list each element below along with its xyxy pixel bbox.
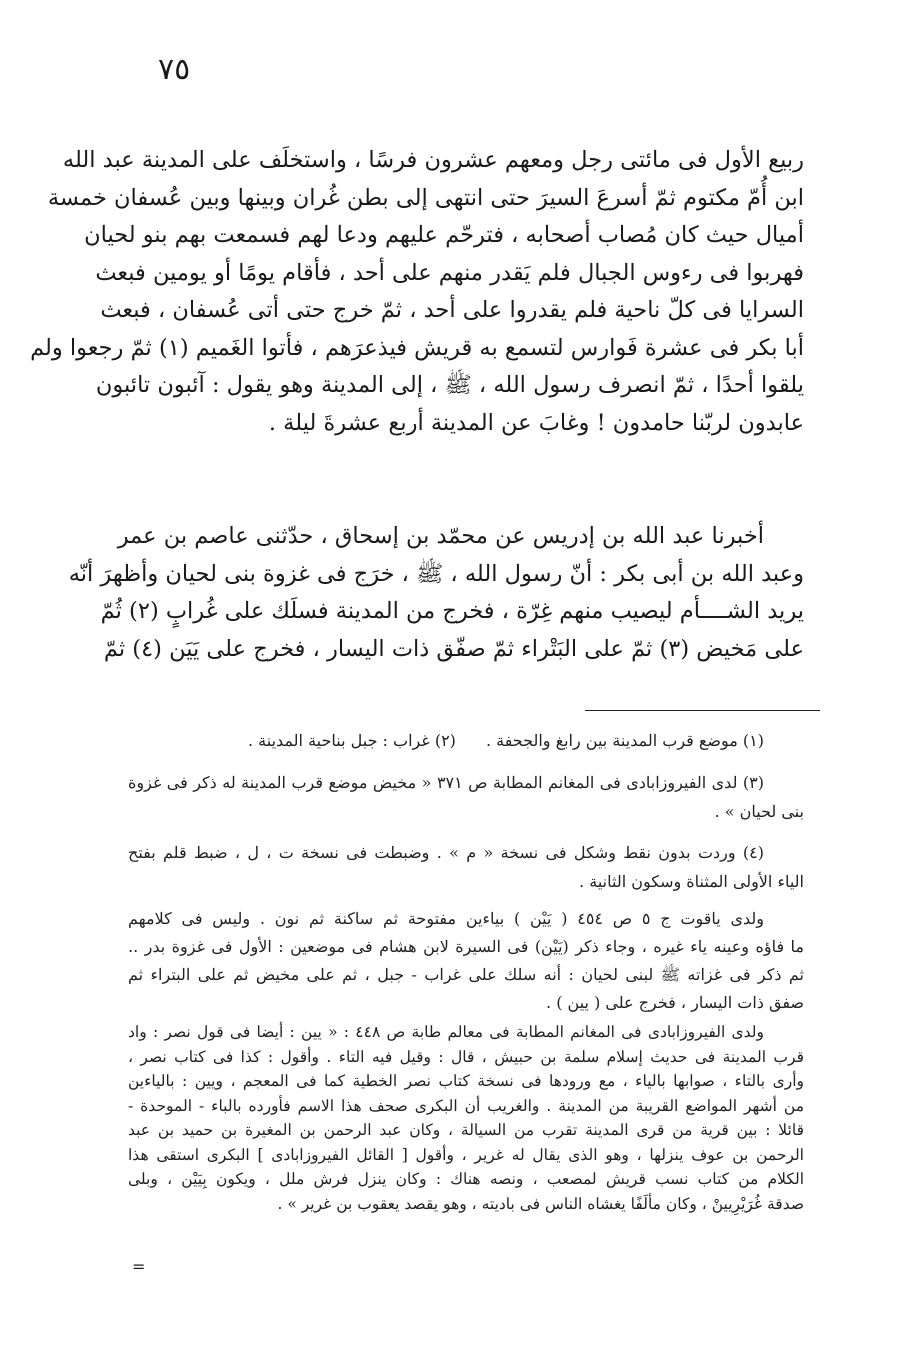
footnote-line: صفق ذات اليسار ، فخرج على ( يين ) . — [546, 993, 804, 1012]
main-paragraph-2 — [68, 518, 804, 668]
footnote-4-continuation-2 — [128, 1020, 804, 1216]
footnote-4-continuation — [128, 905, 804, 1017]
main-paragraph-1 — [30, 142, 804, 442]
footnote-3 — [128, 768, 804, 826]
footnote-line: وأرى بالتاء ، صوابها بالياء ، مع ورودها فى نسخة كتاب نصر الخطية كما فى المعجم ، ويين : بالياءين — [128, 1072, 804, 1090]
text-line: على مَخيض (٣) ثمّ على البَتْراء ثمّ صفّق ذات اليسار ، فخرج على يَيَن (٤) ثمّ — [103, 635, 804, 662]
text-line: يلقوا أحدًا ، ثمّ انصرف رسول الله ، ﷺ ، إلى المدينة وهو يقول : آئبون تائبون — [95, 372, 804, 398]
text-line: ابن أُمّ مكتوم ثمّ أسرعَ السيرَ حتى انتهى إلى بطن غُران وبينها وبين عُسفان خمسة — [47, 184, 804, 211]
footnote-line: (٤) وردت بدون نقط وشكل فى نسخة « م » . وضبطت فى نسخة ت ، ل ، ضبط قلم بفتح — [128, 843, 764, 862]
footnote-line: ما فاؤه وعينه ياء غيره ، وجاء ذكر (يَيْن) فى السيرة لابن هشام فى موضعين : الأول فى غزوة بدر .. — [128, 937, 804, 956]
footnote-line: بنى لحيان » . — [714, 802, 804, 821]
text-line: ربيع الأول فى مائتى رجل ومعهم عشرون فرسًا ، واستخلَف على المدينة عبد الله — [62, 147, 804, 173]
footnote-separator — [585, 710, 820, 711]
footnotes-1-2 — [128, 731, 804, 750]
footnote-line: الياء الأولى المثناة وسكون الثانية . — [579, 872, 804, 891]
footnote-line: قرب المدينة فى حديث إسلام سلمة بن حبيش ، قال : وقيل فيه التاء . وأقول : كذا فى كتاب نصر ، — [128, 1047, 804, 1066]
footnote-line: ولدى الفيروزابادى فى المغانم المطابة فى معالم طابة ص ٤٤٨ : « يين : أيضا فى قول نصر : واد — [128, 1023, 764, 1041]
footnote-line: قائلا : بين قرية من قرى المدينة تقرب من السيالة ، وكان عبد الرحمن بن المغيرة بن حميد بن عبد — [128, 1121, 804, 1139]
footnote-1: (١) موضع قرب المدينة بين رابغ والجحفة . — [485, 731, 764, 750]
text-line: أميال حيث كان مُصاب أصحابه ، فترحّم عليهم ودعا لهم فسمعت بهم بنو لحيان — [84, 222, 804, 248]
text-line: أخبرنا عبد الله بن إدريس عن محمّد بن إسحاق ، حدّثنى عاصم بن عمر — [117, 523, 764, 549]
footnote-line: (٣) لدى الفيروزابادى فى المغانم المطابة ص ٣٧١ « مخيض موضع قرب المدينة له ذكر فى غزوة — [128, 773, 765, 792]
text-line: عابدون لربّنا حامدون ! وغابَ عن المدينة أربع عشرةَ ليلة . — [268, 409, 804, 436]
footnote-line: من أشهر المواضع القريبة من المدينة . والغريب أن البكرى صحف هذا الاسم فأورده بالباء - الموحدة - — [128, 1096, 804, 1115]
footnote-line: ثم ذكر فى غزاته ﷺ لبنى لحيان : أنه سلك على غراب - جبل ، ثم على مخيض ثم على البتراء ثم — [128, 965, 804, 984]
text-line: فهربوا فى رءوس الجبال فلم يَقدر منهم على أحد ، فأقام يومًا أو يومين فبعث — [95, 259, 804, 286]
footnote-line: صدقة غُرَيْرِيينْ ، وكان مألَفًا يغشاه الناس فى باديته ، وهو يقصد يعقوب بن غرير » . — [277, 1194, 804, 1213]
text-line: السرايا فى كلّ ناحية فلم يقدروا على أحد ، ثمّ خرج حتى أتى عُسفان ، فبعث — [100, 297, 804, 323]
footnote-2: (٢) غراب : جبل بناحية المدينة . — [248, 731, 456, 750]
footnote-line: الكلام من كتاب نسب قريش لمصعب ، ونصه هناك : وكان ينزل فرش ملل ، ويكون بِيَيْن ، وبلى — [128, 1170, 804, 1188]
text-line: أبا بكر فى عشرة فَوارس لتسمع به قريش فيذعرَهم ، فأتوا الغَميم (١) ثمّ رجعوا ولم — [30, 334, 804, 361]
footnote-line: ولدى ياقوت ج ٥ ص ٤٥٤ ( يَيْن ) بياءين مفتوحة ثم ساكنة ثم نون . وليس فى كلامهم — [128, 909, 765, 928]
footnote-4 — [128, 838, 804, 896]
text-line: يريد الشــــأم ليصيب منهم غِرّة ، فخرج من المدينة فسلَك على غُرابٍ (٢) ثُمّ — [100, 598, 804, 624]
continuation-mark: = — [132, 1257, 146, 1276]
text-line: وعبد الله بن أبى بكر : أنّ رسول الله ، ﷺ ، خرَج فى غزوة بنى لحيان وأظهرَ أنّه — [68, 560, 804, 587]
footnote-line: الرحمن بن عوف ينزلها ، وهو الذى يقال له غرير ، وأقول [ القائل الفيروزابادى ] البكرى استقى هذا — [128, 1145, 804, 1164]
page-number: ٧٥ — [158, 52, 191, 87]
